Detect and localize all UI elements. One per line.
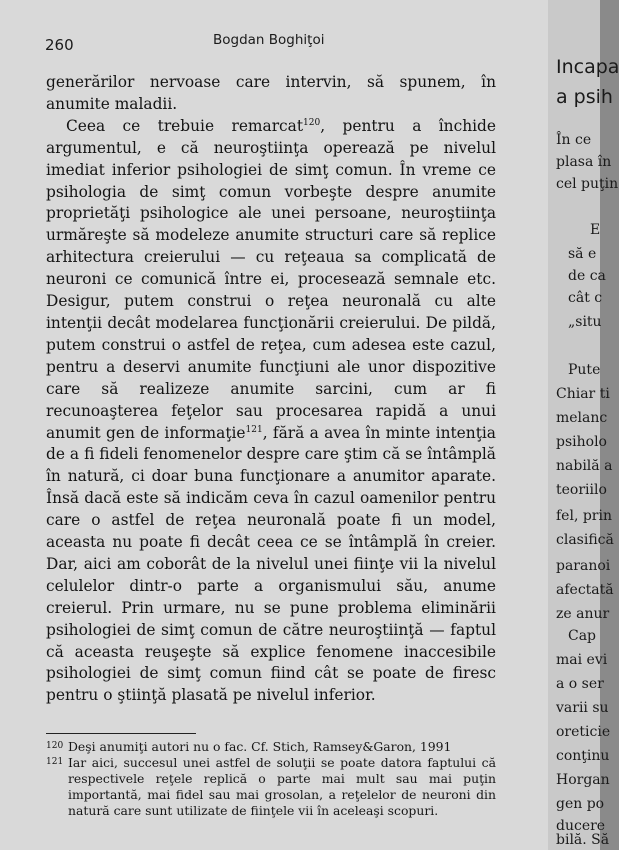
paragraph-2	[46, 116, 496, 707]
right-page-text-fragment: cel puţin	[556, 176, 619, 192]
right-page-title-line-1: Incapa	[556, 56, 619, 78]
body-text	[46, 72, 496, 707]
right-page-text-fragment: conţinu	[556, 748, 610, 764]
paragraph-2-part-c: , fără a avea în minte intenţia de a fi fideli fenomenelor despre care ştim că se întâmplă în natură, ci doar buna funcţionare a anumitor aparate. Însă dacă este să indicăm ceva în cazul oamenilor pentru care o astfel de reţea neuronală poate fi un model, aceasta nu poate fi decât ceea ce se întâmplă în creier. Dar, aici am coborât de la nivelul unei fiinţe vii la nivelul celulelor dintr-o parte a organismului său, anume creierul. Prin urmare, nu se pune problema eliminării psihologiei de simţ comun de către neuroştiinţă — faptul că aceasta reuşeşte să explice fenomene inaccesibile psihologiei de simţ comun fiind cât se poate de firesc pentru o ştiinţă plasată pe nivelul inferior.	[46, 423, 496, 705]
right-page-text-fragment: clasifică	[556, 532, 614, 548]
footnote-divider	[46, 733, 196, 734]
right-page-text-fragment: mai evi	[556, 652, 608, 668]
running-head-author: Bogdan Boghiţoi	[213, 32, 325, 48]
page-number: 260	[45, 36, 74, 54]
right-page-text-fragment: Pute	[568, 362, 601, 378]
right-page-text-fragment: varii su	[556, 700, 609, 716]
right-page-text-fragment: melanc	[556, 410, 608, 426]
right-page-edge	[548, 0, 619, 850]
right-page-text-fragment: Horgan	[556, 772, 610, 788]
right-page-text-fragment: Cap	[568, 628, 597, 644]
paragraph-2-part-b: , pentru a închide argumentul, e că neuroştiinţa operează pe nivelul imediat inferior psihologiei de simţ comun. În vreme ce psihologia de simţ comun vorbeşte despre anumite proprietăţi psihologice ale unei persoane, neuroştiinţa urmăreşte să modeleze anumite structuri care să replice arhitectura creierului — cu reţeaua sa complicată de neuroni ce comunică între ei, procesează semnale etc. Desigur, putem construi o reţea neuronală cu alte intenţii decât modelarea funcţionării creierului. De pildă, putem construi o astfel de reţea, cum adesea este cazul, pentru a deservi anumite funcţiuni ale unor dispozitive care să realizeze anumite sarcini, cum ar fi recunoaşterea feţelor sau procesarea rapidă a unui anumit gen de informaţie	[46, 116, 497, 442]
footnote-120	[46, 739, 496, 755]
right-page-text-fragment: să e	[568, 246, 597, 262]
right-page-text-fragment: ze anur	[556, 606, 610, 622]
right-page-text-fragment: plasa în	[556, 154, 612, 170]
footnote-ref-120: 120	[303, 117, 321, 128]
footnote-number: 121	[46, 757, 64, 767]
footnote-number: 120	[46, 741, 64, 751]
right-page-text-fragment: gen po	[556, 796, 605, 812]
right-page-text-fragment: „situ	[568, 314, 602, 330]
right-page-text-fragment: de ca	[568, 268, 606, 284]
footnote-text: Deşi anumiţi autori nu o fac. Cf. Stich, Ramsey&Garon, 1991	[68, 739, 452, 754]
right-page-text-fragment: Chiar ti	[556, 386, 610, 402]
right-page-text-fragment: teoriilo	[556, 482, 607, 498]
right-page-text-fragment: oreticie	[556, 724, 611, 740]
right-page-text-fragment: nabilă a	[556, 458, 613, 474]
right-page-text-fragment: cât c	[568, 290, 603, 306]
right-page-text-fragment: psiholo	[556, 434, 607, 450]
paragraph-1: generărilor nervoase care intervin, să spunem, în anumite maladii.	[46, 73, 496, 113]
footnote-text: Iar aici, succesul unei astfel de soluţii se poate datora faptului că respectivele reţele replică o parte mai mult sau mai puţin importantă, mai fidel sau mai grosolan, a reţelelor de neuroni din natură care sunt utilizate de fiinţele vii în aceleaşi scopuri.	[68, 755, 496, 818]
right-page-text-fragment: E	[590, 222, 601, 238]
right-page-text-fragment: paranoi	[556, 558, 611, 574]
right-page-text-fragment: ducere	[556, 818, 606, 834]
right-page-title-line-2: a psih	[556, 86, 613, 108]
right-page-text-fragment: În ce	[556, 132, 592, 148]
right-page-text-fragment: a o ser	[556, 676, 604, 692]
footnote-ref-121: 121	[245, 424, 263, 435]
paragraph-2-part-a: Ceea ce trebuie remarcat	[66, 116, 304, 135]
footnote-121	[46, 755, 496, 819]
right-page-text-fragment: afectată	[556, 582, 614, 598]
right-page-text-fragment: bilă. Să	[556, 832, 610, 848]
page-header	[45, 32, 535, 52]
right-page-text-fragment: fel, prin	[556, 508, 612, 524]
footnotes	[46, 739, 496, 819]
